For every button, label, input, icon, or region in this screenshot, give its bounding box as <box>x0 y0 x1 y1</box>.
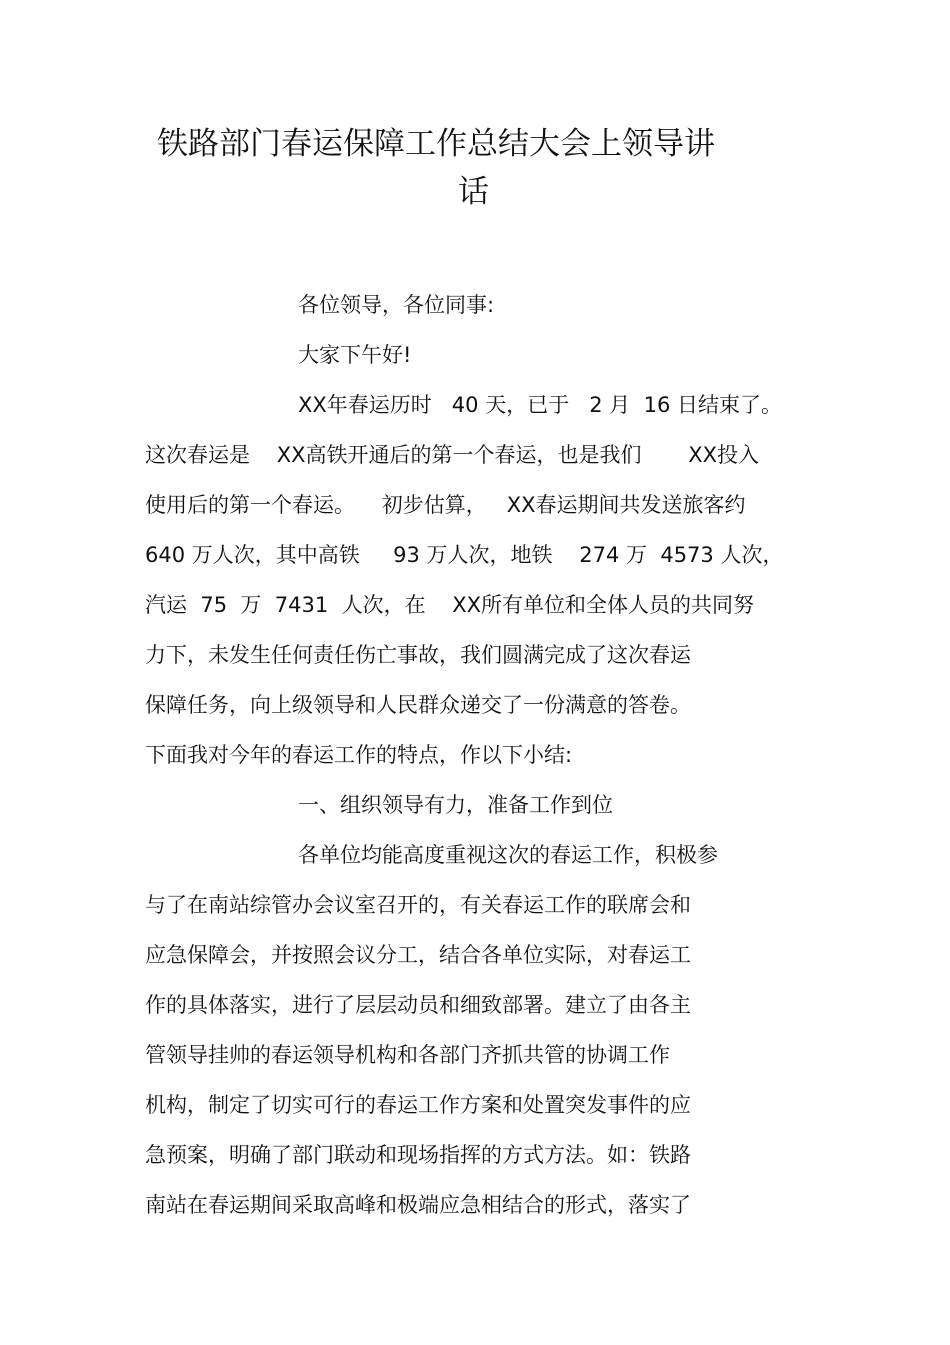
body-line: 保障任务，向上级领导和人民群众递交了一份满意的答卷。 <box>145 693 691 717</box>
salutation-line: 各位领导，各位同事: <box>298 293 495 317</box>
body-line: 应急保障会，并按照会议分工，结合各单位实际，对春运工 <box>145 943 691 967</box>
document-title-line-2: 话 <box>458 174 489 210</box>
body-line: 与了在南站综管办会议室召开的，有关春运工作的联席会和 <box>145 893 691 917</box>
body-line: 管领导挂帅的春运领导机构和各部门齐抓共管的协调工作 <box>145 1043 670 1067</box>
body-line: 使用后的第一个春运。 初步估算， XX春运期间共发送旅客约 <box>145 493 746 517</box>
body-line: 这次春运是 XX高铁开通后的第一个春运，也是我们 XX投入 <box>145 443 759 467</box>
body-line: 汽运 75 万 7431 人次，在 XX所有单位和全体人员的共同努 <box>145 593 755 617</box>
body-line: 机构，制定了切实可行的春运工作方案和处置突发事件的应 <box>145 1093 691 1117</box>
body-line: 急预案，明确了部门联动和现场指挥的方式方法。如：铁路 <box>145 1143 691 1167</box>
section-heading: 一、组织领导有力，准备工作到位 <box>298 793 613 817</box>
body-line: XX年春运历时 40 天，已于 2 月 16 日结束了。 <box>298 393 783 417</box>
body-line: 作的具体落实，进行了层层动员和细致部署。建立了由各主 <box>145 993 691 1017</box>
body-line: 下面我对今年的春运工作的特点，作以下小结: <box>145 743 573 767</box>
body-line: 各单位均能高度重视这次的春运工作，积极参 <box>298 843 718 867</box>
greeting-line: 大家下午好! <box>298 343 412 367</box>
document-title-line-1: 铁路部门春运保障工作总结大会上领导讲 <box>157 126 715 162</box>
body-line: 力下，未发生任何责任伤亡事故，我们圆满完成了这次春运 <box>145 643 691 667</box>
body-line: 640 万人次，其中高铁 93 万人次，地铁 274 万 4573 人次， <box>145 543 784 567</box>
body-line: 南站在春运期间采取高峰和极端应急相结合的形式，落实了 <box>145 1193 691 1217</box>
